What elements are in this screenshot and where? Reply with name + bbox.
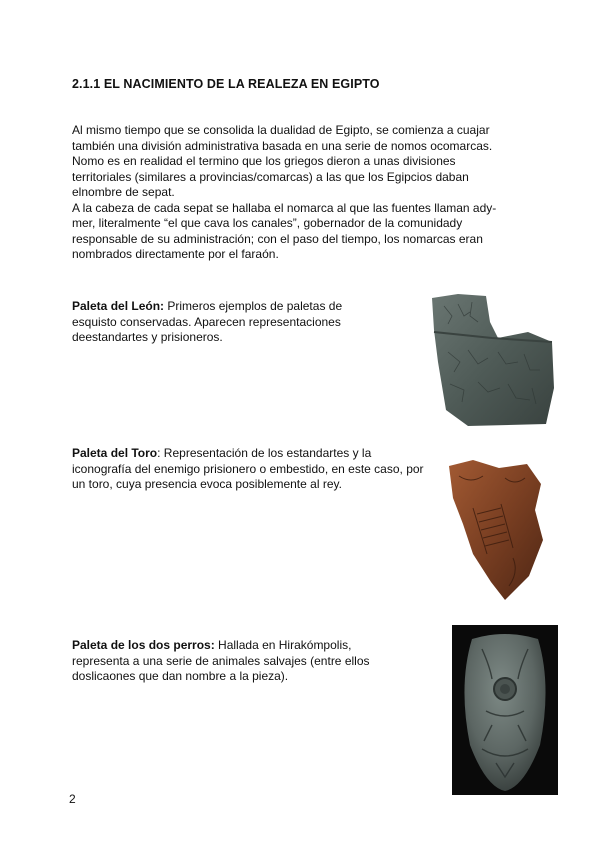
intro-text [72,123,512,263]
entry-title: Paleta del León: [72,299,165,313]
entry-title: Paleta de los dos perros: [72,638,215,652]
page-number: 2 [69,792,76,806]
bull-palette-image [443,458,547,602]
entry-two-dogs-palette [72,638,412,685]
two-dogs-palette-image [452,625,558,795]
entry-bull-palette [72,446,432,493]
entry-lion-palette [72,299,390,346]
entry-description: Hallada en Hirakómpolis, representa a una serie de animales salvajes (entre ellos doslicaones que dan nombre a la pieza). [72,638,370,683]
entry-description: : Representación de los estandartes y la iconografía del enemigo prisionero o embestido, en este caso, por un toro, cuya presencia evoca posiblemente al rey. [72,446,424,491]
intro-paragraph-2: Nomo es en realidad el termino que los griegos dieron a unas divisiones territoriales (similares a provincias/comarcas) a las que los Egipcios daban elnombre de sepat. [72,154,469,199]
intro-paragraph-1: Al mismo tiempo que se consolida la dualidad de Egipto, se comienza a cuajar también una división administrativa basada en una serie de nomos ocomarcas. [72,123,493,153]
entry-title: Paleta del Toro [72,446,158,460]
lion-palette-image [428,292,556,428]
entry-description: Primeros ejemplos de paletas de esquisto conservadas. Aparecen representaciones deestandartes y prisioneros. [72,299,343,344]
intro-paragraph-3: A la cabeza de cada sepat se hallaba el nomarca al que las fuentes llaman ady-mer, literalmente “el que cava los canales”, gobernador de la comunidady responsable de su administración; con el paso del tiempo, los nomarcas eran nombrados directamente por el faraón. [72,200,497,261]
section-heading: 2.1.1 EL NACIMIENTO DE LA REALEZA EN EGIPTO [72,77,380,91]
